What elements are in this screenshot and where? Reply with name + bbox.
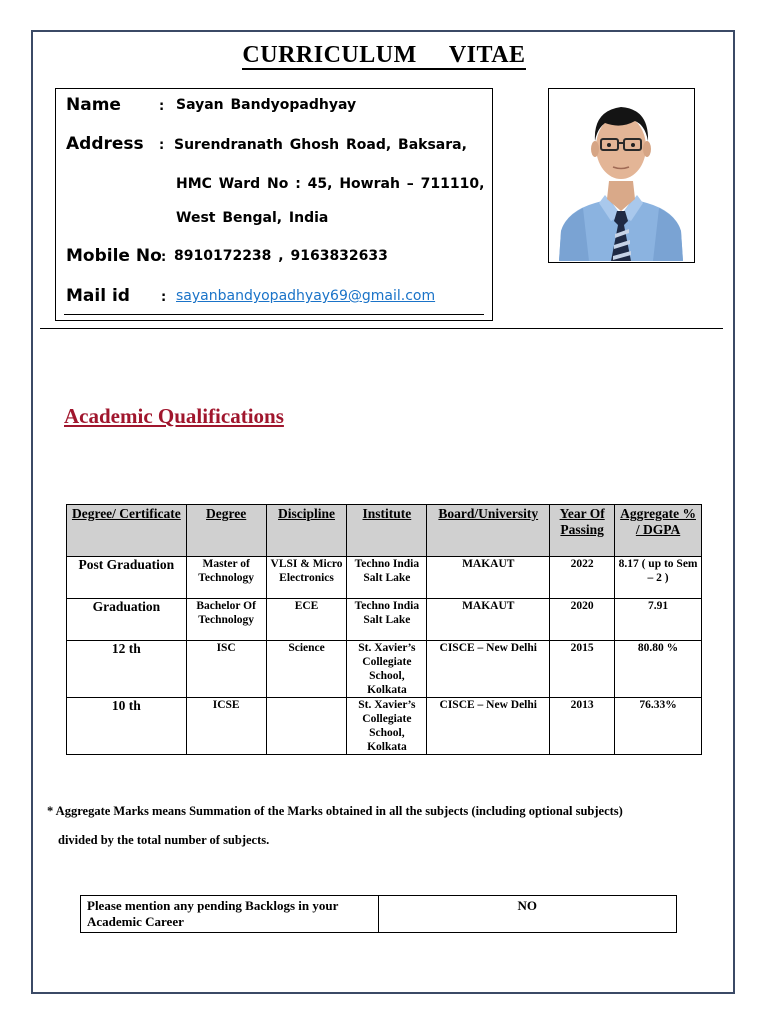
address-colon: : [159,138,165,153]
row-level: Graduation [67,599,187,641]
person-photo-icon [549,89,693,261]
row-level: 10 th [67,698,187,755]
row-board: CISCE – New Delhi [427,698,550,755]
row-institute: Techno India Salt Lake [347,599,427,641]
row-board: CISCE – New Delhi [427,641,550,698]
aggregate-note-line-1: * Aggregate Marks means Summation of the Marks obtained in all the subjects (including optional subjects) [47,804,623,818]
row-aggregate: 7.91 [615,599,702,641]
row-discipline [266,698,347,755]
row-degree: Master of Technology [186,557,266,599]
row-level: 12 th [67,641,187,698]
mobile-colon: : [161,250,167,265]
row-institute: Techno India Salt Lake [347,557,427,599]
row-aggregate: 76.33% [615,698,702,755]
row-year: 2013 [550,698,615,755]
name-label: Name [66,95,121,115]
personal-info-box [55,88,493,321]
info-box-underline [64,314,484,315]
row-board: MAKAUT [427,599,550,641]
academic-qualifications-heading: Academic Qualifications [64,404,284,428]
row-aggregate: 8.17 ( up to Sem – 2 ) [615,557,702,599]
row-institute: St. Xavier’s Collegiate School, Kolkata [347,641,427,698]
aggregate-note-line-2: divided by the total number of subjects. [58,833,270,847]
name-value: Sayan Bandyopadhyay [176,97,357,113]
address-line-3: West Bengal, India [176,210,329,226]
name-colon: : [159,99,165,114]
mobile-label: Mobile No [66,246,162,266]
row-discipline: Science [266,641,347,698]
backlog-answer: NO [378,896,676,933]
row-discipline: ECE [266,599,347,641]
address-line-2: HMC Ward No : 45, Howrah – 711110, [176,176,485,192]
row-degree: Bachelor Of Technology [186,599,266,641]
header-year-of-passing: Year Of Passing [550,505,615,557]
address-label: Address [66,134,144,154]
document-title [0,42,768,69]
header-degree-certificate: Degree/ Certificate [67,505,187,557]
row-year: 2022 [550,557,615,599]
profile-photo [548,88,695,263]
table-row [67,557,702,599]
header-aggregate: Aggregate % / DGPA [615,505,702,557]
mail-colon: : [161,290,167,305]
header-discipline: Discipline [266,505,347,557]
academic-qualifications-table [66,504,702,755]
backlog-question: Please mention any pending Backlogs in your Academic Career [81,896,379,933]
mail-label: Mail id [66,286,130,306]
row-year: 2020 [550,599,615,641]
mobile-value: 8910172238 , 9163832633 [174,248,388,264]
row-discipline: VLSI & Micro Electronics [266,557,347,599]
row-board: MAKAUT [427,557,550,599]
header-board-university: Board/University [427,505,550,557]
table-row [67,599,702,641]
table-row [67,698,702,755]
backlog-row [81,896,677,933]
header-degree: Degree [186,505,266,557]
row-degree: ICSE [186,698,266,755]
row-level: Post Graduation [67,557,187,599]
table-row [67,641,702,698]
backlog-table [80,895,677,933]
section-divider [40,328,723,329]
address-line-1: Surendranath Ghosh Road, Baksara, [174,137,467,153]
row-institute: St. Xavier’s Collegiate School, Kolkata [347,698,427,755]
table-header-row [67,505,702,557]
row-aggregate: 80.80 % [615,641,702,698]
document-title-text: CURRICULUM VITAE [242,42,526,68]
email-link[interactable]: sayanbandyopadhyay69@gmail.com [176,288,436,304]
row-year: 2015 [550,641,615,698]
row-degree: ISC [186,641,266,698]
header-institute: Institute [347,505,427,557]
